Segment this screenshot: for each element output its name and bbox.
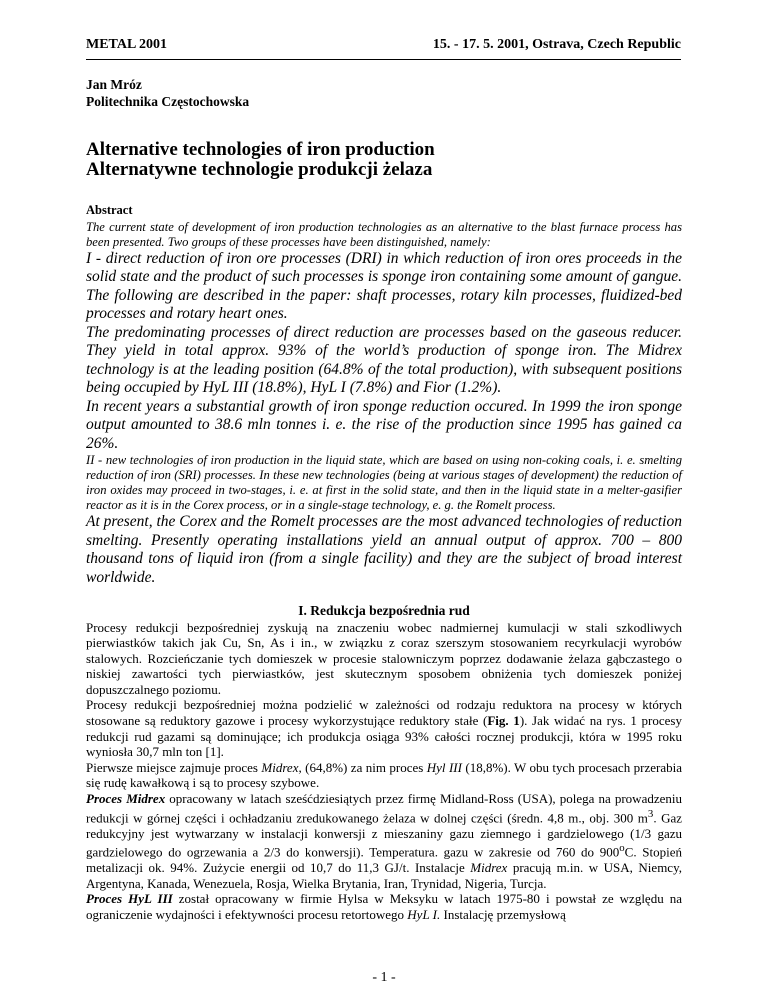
paragraph-lead: Proces HyL III — [86, 891, 173, 907]
body-paragraph — [86, 791, 682, 891]
degree-superscript: o — [619, 842, 625, 855]
figure-reference: Fig. 1 — [487, 713, 520, 729]
text-run: opracowany w latach sześćdziesiątych przez firmę Midland-Ross (USA), polega na prowadzeniu redukcji w górnej części i ochładzaniu zredukowanego żelaza w dolnej części (średn. 4,8 m., obj. 300 m — [86, 791, 682, 825]
author-block — [86, 76, 249, 110]
process-name: Hyl III — [426, 759, 462, 775]
paper-title — [86, 140, 435, 180]
text-run: Instalację przemysłową — [440, 906, 566, 922]
abstract-heading: Abstract — [86, 203, 133, 217]
text-run: pracują m.in. w USA, Niemcy, Argentyna, Kanada, Wenezuela, Rosja, Wielka Brytania, Iran, Trynidad, Nigeria, Turcja. — [86, 860, 682, 891]
text-run: ). Jak widać na rys. 1 procesy redukcji rud gazami są dominujące; ich produkcja osiąga 93% całości rocznej produkcji, która w 1995 roku wyniosła 30,7 mln ton [1]. — [86, 713, 682, 760]
text-run: Pierwsze miejsce zajmuje proces — [86, 759, 262, 775]
conference-name: METAL 2001 — [86, 37, 168, 52]
text-run: (64,8%) za nim proces — [301, 759, 427, 775]
body-paragraph: Procesy redukcji bezpośredniej zyskują na znaczeniu wobec nadmiernej kumulacji w stali szkodliwych pierwiastków takich jak Cu, Sn, As i in., w związku z coraz szerszym stosowaniem recyrkulacji wyrobów stalowych. Rozcieńczanie tych domieszek w procesie stalowniczym poprzez dodawanie żelaza gąbczastego o niskiej zawartości tych pierwiastków, jest skutecznym sposobem obniżenia tych domieszek poniżej dopuszczalnego poziomu. — [86, 619, 682, 697]
text-run: (18,8%). W obu tych procesach przerabia się rudę kawałkową i są to procesy szybowe. — [86, 759, 682, 791]
conference-date-place: 15. - 17. 5. 2001, Ostrava, Czech Republic — [432, 37, 681, 52]
running-header — [86, 37, 681, 53]
author-affiliation: Politechnika Częstochowska — [86, 94, 250, 109]
page-number: - 1 - — [372, 970, 396, 985]
text-run: C. Stopień metalizacji ok. 94%. Zużycie energii od 10,7 do 11,3 GJ/t. Instalacje — [86, 844, 682, 876]
process-name: Midrex — [470, 860, 508, 876]
process-name: HyL I. — [407, 906, 441, 922]
text-run: Procesy redukcji bezpośredniej można podzielić w zależności od rodzaju reduktora na procesy w których stosowane są reduktory gazowe i procesy wykorzystujące reduktory stałe ( — [86, 697, 682, 729]
abstract-paragraph: In recent years a substantial growth of iron sponge reduction occured. In 1999 the iron sponge output amounted to 38.6 mln tonnes i. e. the rise of the production since 1995 has gained ca 26%. — [86, 397, 682, 452]
paper-body — [86, 203, 682, 922]
body-paragraph — [86, 697, 682, 759]
section-heading: I. Redukcja bezpośrednia rud — [298, 603, 470, 618]
superscript: 3 — [647, 807, 654, 820]
text-run: . Gaz redukcyjny jest wytwarzany w instalacji konwersji z mieszaniny gazu ziemnego i gardzielowego (1/3 gazu gardzielowego do ogrzewania a 2/3 do konwersji). Temperatura. gazu w zakresie od 760 do 900 — [86, 809, 682, 860]
title-polish: Alternatywne technologie produkcji żelaza — [86, 159, 433, 180]
abstract-paragraph: The predominating processes of direct reduction are processes based on the gaseous reducer. They yield in total approx. 93% of the world’s production of sponge iron. The Midrex technology is at the leading position (64.8% of the total production), with subsequent positions being occupied by HyL III (18.8%), HyL I (7.8%) and Fior (1.2%). — [86, 323, 682, 396]
body-paragraph — [86, 891, 682, 922]
text-run: został opracowany w firmie Hylsa w Meksyku w latach 1975-80 i powstał ze względu na ograniczenie wydajności i efektywności procesu retortowego — [86, 891, 683, 922]
title-english: Alternative technologies of iron production — [86, 139, 435, 160]
process-name: Midrex, — [261, 759, 302, 775]
abstract-paragraph: At present, the Corex and the Romelt processes are the most advanced technologies of reduction smelting. Presently operating installations yield an annual output of approx. 700 – 800 thousand tons of liquid iron (from a single facility) and they are the subject of broad interest worldwide. — [86, 513, 682, 586]
header-rule — [86, 59, 681, 60]
paragraph-lead: Proces Midrex — [86, 791, 166, 807]
abstract-paragraph: The current state of development of iron production technologies as an alternative to the blast furnace process has been presented. Two groups of these processes have been distinguished, namely: — [86, 219, 682, 249]
body-paragraph — [86, 760, 682, 791]
abstract-paragraph: I - direct reduction of iron ore processes (DRI) in which reduction of iron ores proceeds in the solid state and the product of such processes is sponge iron containing some amount of gangue. The following are described in the paper: shaft processes, rotary kiln processes, fluidized-bed processes and rotary heart ones. — [86, 249, 682, 322]
abstract-paragraph: II - new technologies of iron production in the liquid state, which are based on using non-coking coals, i. e. smelting reduction of iron (SRI) processes. In these new technologies (being at various stages of development) the reduction of iron oxides may proceed in two-stages, i. e. at first in the solid state, and then in the liquid state in a melter-gasifier reactor as it is in the Corex process, or in a single-stage technology, e. g. the Romelt process. — [86, 453, 682, 512]
author-name: Jan Mróz — [86, 77, 142, 92]
